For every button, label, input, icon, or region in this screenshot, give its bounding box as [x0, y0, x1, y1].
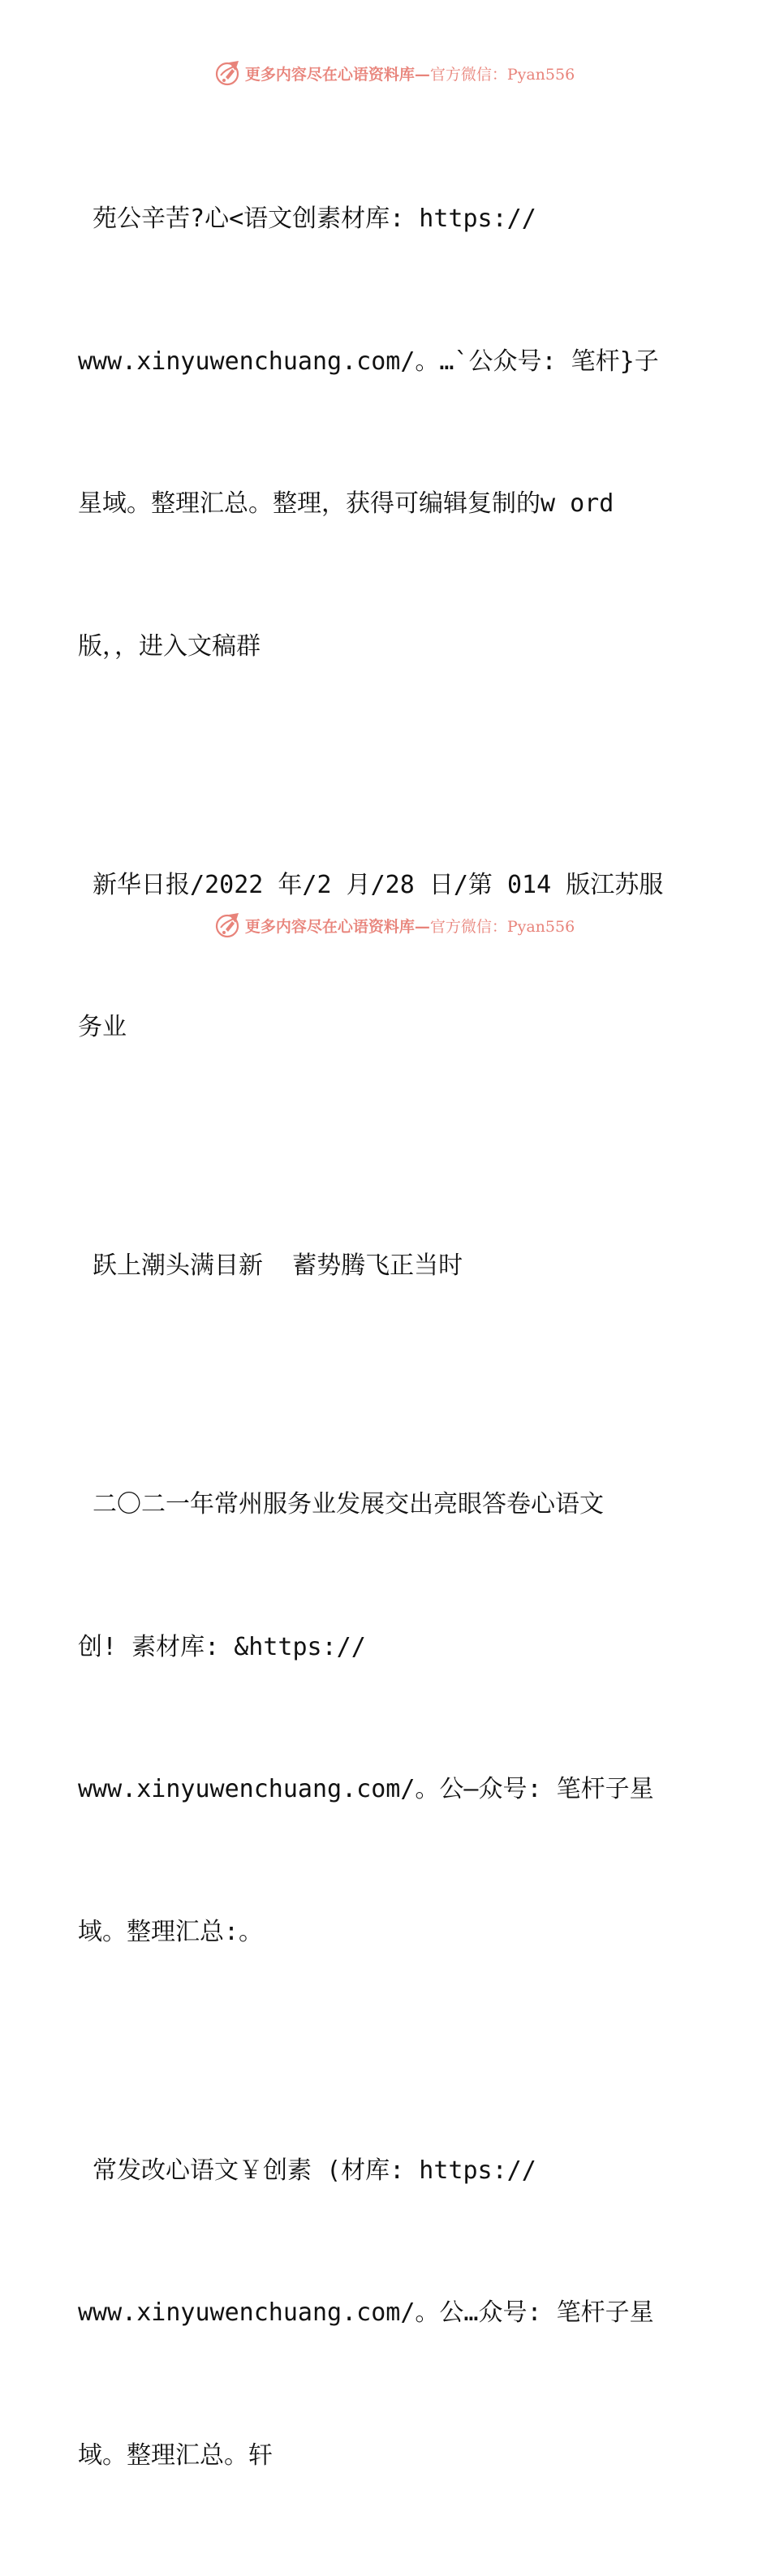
- footer-brand-text: 更多内容尽在心语资料库: [244, 917, 415, 936]
- footer-banner: [0, 909, 771, 941]
- text-line: www.xinyuwenchuang.com/。…`公众号: 笔杆}子: [78, 347, 659, 376]
- header-banner: [0, 57, 771, 89]
- text-line: www.xinyuwenchuang.com/。公—众号: 笔杆子星: [78, 1775, 654, 1803]
- text-line: 跃上潮头满目新 蓄势腾飞正当时: [78, 1251, 463, 1280]
- paragraph: [78, 101, 695, 765]
- footer-banner-inner: [214, 911, 575, 939]
- text-line: 创! 素材库: &https://: [78, 1632, 366, 1661]
- footer-separator: —: [414, 917, 430, 936]
- document-body: [78, 101, 695, 2576]
- text-line: 二〇二一年常州服务业发展交出亮眼答卷心语文: [78, 1490, 605, 1518]
- footer-banner-text: [245, 915, 575, 937]
- text-line: www.xinyuwenchuang.com/。公…众号: 笔杆子星: [78, 2298, 654, 2327]
- text-line: 版，，进入文稿群: [78, 631, 261, 661]
- paragraph: [78, 767, 695, 1147]
- header-banner-text: [245, 62, 575, 84]
- text-line: 域。整理汇总:。: [78, 1917, 264, 1946]
- header-contact-text: 官方微信：Pyan556: [429, 65, 575, 84]
- footer-contact-text: 官方微信：Pyan556: [429, 917, 575, 936]
- pen-logo-icon: [214, 59, 242, 87]
- paragraph: [78, 1148, 695, 1385]
- paragraph: [78, 2053, 695, 2575]
- text-line: 务业: [78, 1013, 127, 1041]
- pen-logo-icon: [214, 911, 242, 939]
- header-separator: —: [414, 65, 430, 84]
- text-line: 常发改心语文￥创素 (材库: https://: [78, 2156, 536, 2185]
- text-line: 星域。整理汇总。整理，获得可编辑复制的w ord: [78, 489, 614, 518]
- text-line: 新华日报/2022 年/2 月/28 日/第 014 版江苏服: [78, 870, 664, 899]
- header-banner-inner: [214, 59, 575, 87]
- text-line: 域。整理汇总。轩: [78, 2440, 273, 2470]
- text-line: 苑公辛苦?心<语文创素材库: https://: [78, 205, 536, 233]
- paragraph: [78, 1386, 695, 2051]
- header-brand-text: 更多内容尽在心语资料库: [244, 65, 415, 84]
